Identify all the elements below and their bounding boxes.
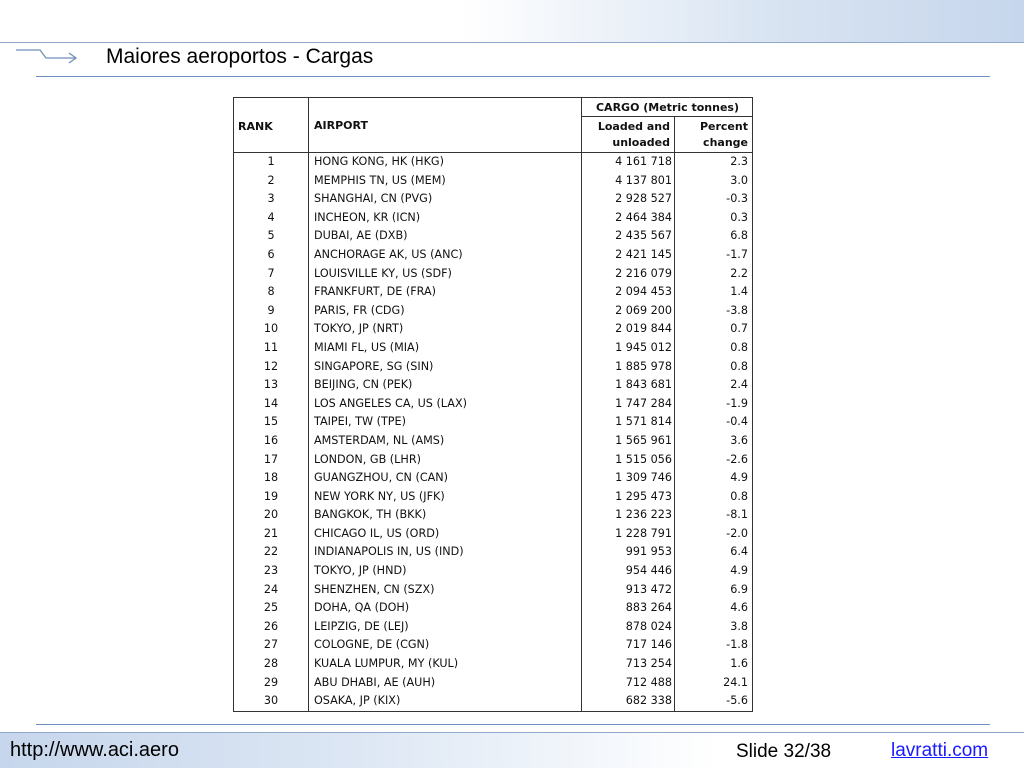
header-percent-line1: Percent [699, 120, 748, 133]
airport-cell: INDIANAPOLIS IN, US (IND) [314, 545, 464, 559]
airport-cell: SINGAPORE, SG (SIN) [314, 359, 434, 373]
loaded-cell: 1 843 681 [615, 378, 672, 392]
table-row [234, 190, 752, 209]
rank-cell: 27 [263, 638, 279, 652]
slide-number: Slide 32/38 [736, 741, 832, 762]
table-row [234, 209, 752, 228]
arrow-right-icon [16, 46, 80, 66]
table-row [234, 358, 752, 377]
rank-cell: 7 [267, 266, 275, 280]
header-percent-line2: change [703, 136, 748, 149]
airport-cell: KUALA LUMPUR, MY (KUL) [314, 657, 459, 671]
rank-cell: 17 [263, 452, 279, 466]
table-row [234, 172, 752, 191]
loaded-cell: 878 024 [625, 619, 672, 633]
loaded-cell: 913 472 [625, 582, 672, 596]
table-row [234, 506, 752, 525]
rank-cell: 8 [267, 285, 275, 299]
percent-cell: 3.8 [730, 619, 748, 633]
airport-cell: DOHA, QA (DOH) [314, 601, 410, 615]
site-link[interactable]: lavratti.com [891, 740, 989, 761]
table-row [234, 265, 752, 284]
airport-cell: FRANKFURT, DE (FRA) [314, 285, 437, 299]
percent-cell: 0.8 [730, 489, 748, 503]
percent-cell: -0.4 [726, 415, 748, 429]
loaded-cell: 2 019 844 [615, 322, 672, 336]
percent-cell: -1.7 [726, 247, 748, 261]
table-row [234, 655, 752, 674]
airport-cell: COLOGNE, DE (CGN) [314, 638, 430, 652]
airport-cell: LEIPZIG, DE (LEJ) [314, 619, 409, 633]
airport-cell: OSAKA, JP (KIX) [314, 694, 401, 708]
header-loaded-line2: unloaded [612, 136, 670, 149]
header-rule [0, 42, 1024, 43]
header-airport: AIRPORT [314, 119, 368, 132]
loaded-cell: 2 094 453 [615, 285, 672, 299]
table-divider [581, 116, 752, 117]
airport-cell: CHICAGO IL, US (ORD) [314, 526, 440, 540]
rank-cell: 28 [263, 657, 279, 671]
percent-cell: -5.6 [726, 694, 748, 708]
percent-cell: 2.3 [730, 155, 748, 168]
airport-cell: AMSTERDAM, NL (AMS) [314, 433, 445, 447]
loaded-cell: 713 254 [625, 657, 672, 671]
table-row [234, 674, 752, 693]
rank-cell: 10 [263, 322, 279, 336]
rank-cell: 26 [263, 619, 279, 633]
airport-cell: BEIJING, CN (PEK) [314, 378, 413, 392]
rank-cell: 16 [263, 433, 279, 447]
percent-cell: 0.8 [730, 359, 748, 373]
table-row [234, 227, 752, 246]
table-body [234, 153, 752, 711]
loaded-cell: 2 216 079 [615, 266, 672, 280]
rank-cell: 2 [267, 173, 275, 187]
header-rank: RANK [238, 120, 273, 133]
loaded-cell: 1 571 814 [615, 415, 672, 429]
loaded-cell: 1 295 473 [615, 489, 672, 503]
loaded-cell: 2 464 384 [615, 210, 672, 224]
percent-cell: 4.9 [730, 471, 748, 485]
percent-cell: 1.6 [730, 657, 748, 671]
loaded-cell: 4 137 801 [615, 173, 672, 187]
airport-cell: GUANGZHOU, CN (CAN) [314, 471, 449, 485]
rank-cell: 4 [267, 210, 275, 224]
airport-cell: TOKYO, JP (NRT) [314, 322, 404, 336]
loaded-cell: 2 069 200 [615, 303, 672, 317]
table-row [234, 432, 752, 451]
percent-cell: 3.6 [730, 433, 748, 447]
rank-cell: 15 [263, 415, 279, 429]
rank-cell: 1 [267, 155, 275, 168]
loaded-cell: 1 228 791 [615, 526, 672, 540]
airport-cell: ANCHORAGE AK, US (ANC) [314, 247, 463, 261]
table-row [234, 153, 752, 172]
table-row [234, 339, 752, 358]
loaded-cell: 1 565 961 [615, 433, 672, 447]
airport-cell: LOUISVILLE KY, US (SDF) [314, 266, 452, 280]
airport-cell: TOKYO, JP (HND) [314, 564, 407, 578]
percent-cell: -0.3 [726, 192, 748, 206]
table-row [234, 543, 752, 562]
rank-cell: 25 [263, 601, 279, 615]
rank-cell: 12 [263, 359, 279, 373]
rank-cell: 18 [263, 471, 279, 485]
rank-cell: 3 [267, 192, 275, 206]
airport-cell: ABU DHABI, AE (AUH) [314, 675, 436, 689]
table-row [234, 469, 752, 488]
table-row [234, 581, 752, 600]
rank-cell: 5 [267, 229, 275, 243]
rank-cell: 11 [263, 340, 279, 354]
percent-cell: -3.8 [726, 303, 748, 317]
percent-cell: 1.4 [730, 285, 748, 299]
percent-cell: 0.3 [730, 210, 748, 224]
airport-cell: MIAMI FL, US (MIA) [314, 340, 420, 354]
title-divider [36, 76, 990, 77]
rank-cell: 29 [263, 675, 279, 689]
loaded-cell: 954 446 [625, 564, 672, 578]
rank-cell: 19 [263, 489, 279, 503]
percent-cell: 3.0 [730, 173, 748, 187]
airport-cell: INCHEON, KR (ICN) [314, 210, 421, 224]
table-row [234, 283, 752, 302]
percent-cell: 4.6 [730, 601, 748, 615]
loaded-cell: 2 928 527 [615, 192, 672, 206]
loaded-cell: 682 338 [625, 694, 672, 708]
cargo-ranking-table [233, 97, 753, 712]
loaded-cell: 4 161 718 [615, 155, 672, 168]
rank-cell: 30 [263, 694, 279, 708]
percent-cell: 6.4 [730, 545, 748, 559]
table-row [234, 562, 752, 581]
rank-cell: 21 [263, 526, 279, 540]
percent-cell: -1.9 [726, 396, 748, 410]
percent-cell: 2.4 [730, 378, 748, 392]
table-row [234, 525, 752, 544]
table-row [234, 599, 752, 618]
airport-cell: HONG KONG, HK (HKG) [314, 155, 444, 168]
loaded-cell: 1 945 012 [615, 340, 672, 354]
percent-cell: 0.7 [730, 322, 748, 336]
percent-cell: 2.2 [730, 266, 748, 280]
percent-cell: -2.0 [726, 526, 748, 540]
loaded-cell: 1 309 746 [615, 471, 672, 485]
percent-cell: -1.8 [726, 638, 748, 652]
rank-cell: 9 [267, 303, 275, 317]
percent-cell: 6.9 [730, 582, 748, 596]
loaded-cell: 1 885 978 [615, 359, 672, 373]
loaded-cell: 2 421 145 [615, 247, 672, 261]
table-row [234, 618, 752, 637]
rank-cell: 24 [263, 582, 279, 596]
airport-cell: LONDON, GB (LHR) [314, 452, 421, 466]
table-row [234, 636, 752, 655]
loaded-cell: 1 747 284 [615, 396, 672, 410]
footer-divider [36, 724, 990, 725]
loaded-cell: 712 488 [625, 675, 672, 689]
header-cargo: CARGO (Metric tonnes) [595, 101, 740, 114]
percent-cell: -8.1 [726, 508, 748, 522]
percent-cell: 24.1 [723, 675, 748, 689]
loaded-cell: 1 515 056 [615, 452, 672, 466]
table-row [234, 376, 752, 395]
percent-cell: -2.6 [726, 452, 748, 466]
loaded-cell: 883 264 [625, 601, 672, 615]
airport-cell: NEW YORK NY, US (JFK) [314, 489, 445, 503]
rank-cell: 23 [263, 564, 279, 578]
percent-cell: 4.9 [730, 564, 748, 578]
airport-cell: TAIPEI, TW (TPE) [314, 415, 406, 429]
table-row [234, 451, 752, 470]
airport-cell: MEMPHIS TN, US (MEM) [314, 173, 446, 187]
percent-cell: 6.8 [730, 229, 748, 243]
airport-cell: BANGKOK, TH (BKK) [314, 508, 427, 522]
header-loaded-line1: Loaded and [597, 120, 670, 133]
airport-cell: SHENZHEN, CN (SZX) [314, 582, 435, 596]
airport-cell: SHANGHAI, CN (PVG) [314, 192, 433, 206]
rank-cell: 14 [263, 396, 279, 410]
table-row [234, 692, 752, 711]
table-row [234, 395, 752, 414]
airport-cell: PARIS, FR (CDG) [314, 303, 405, 317]
loaded-cell: 2 435 567 [615, 229, 672, 243]
page-title: Maiores aeroportos - Cargas [106, 45, 374, 68]
loaded-cell: 991 953 [625, 545, 672, 559]
percent-cell: 0.8 [730, 340, 748, 354]
table-row [234, 320, 752, 339]
table-row [234, 413, 752, 432]
airport-cell: LOS ANGELES CA, US (LAX) [314, 396, 467, 410]
loaded-cell: 717 146 [625, 638, 672, 652]
rank-cell: 13 [263, 378, 279, 392]
rank-cell: 22 [263, 545, 279, 559]
table-row [234, 246, 752, 265]
table-row [234, 488, 752, 507]
rank-cell: 20 [263, 508, 279, 522]
source-url: http://www.aci.aero [10, 739, 179, 761]
rank-cell: 6 [267, 247, 275, 261]
table-row [234, 302, 752, 321]
header-band [0, 0, 1024, 42]
airport-cell: DUBAI, AE (DXB) [314, 229, 408, 243]
loaded-cell: 1 236 223 [615, 508, 672, 522]
